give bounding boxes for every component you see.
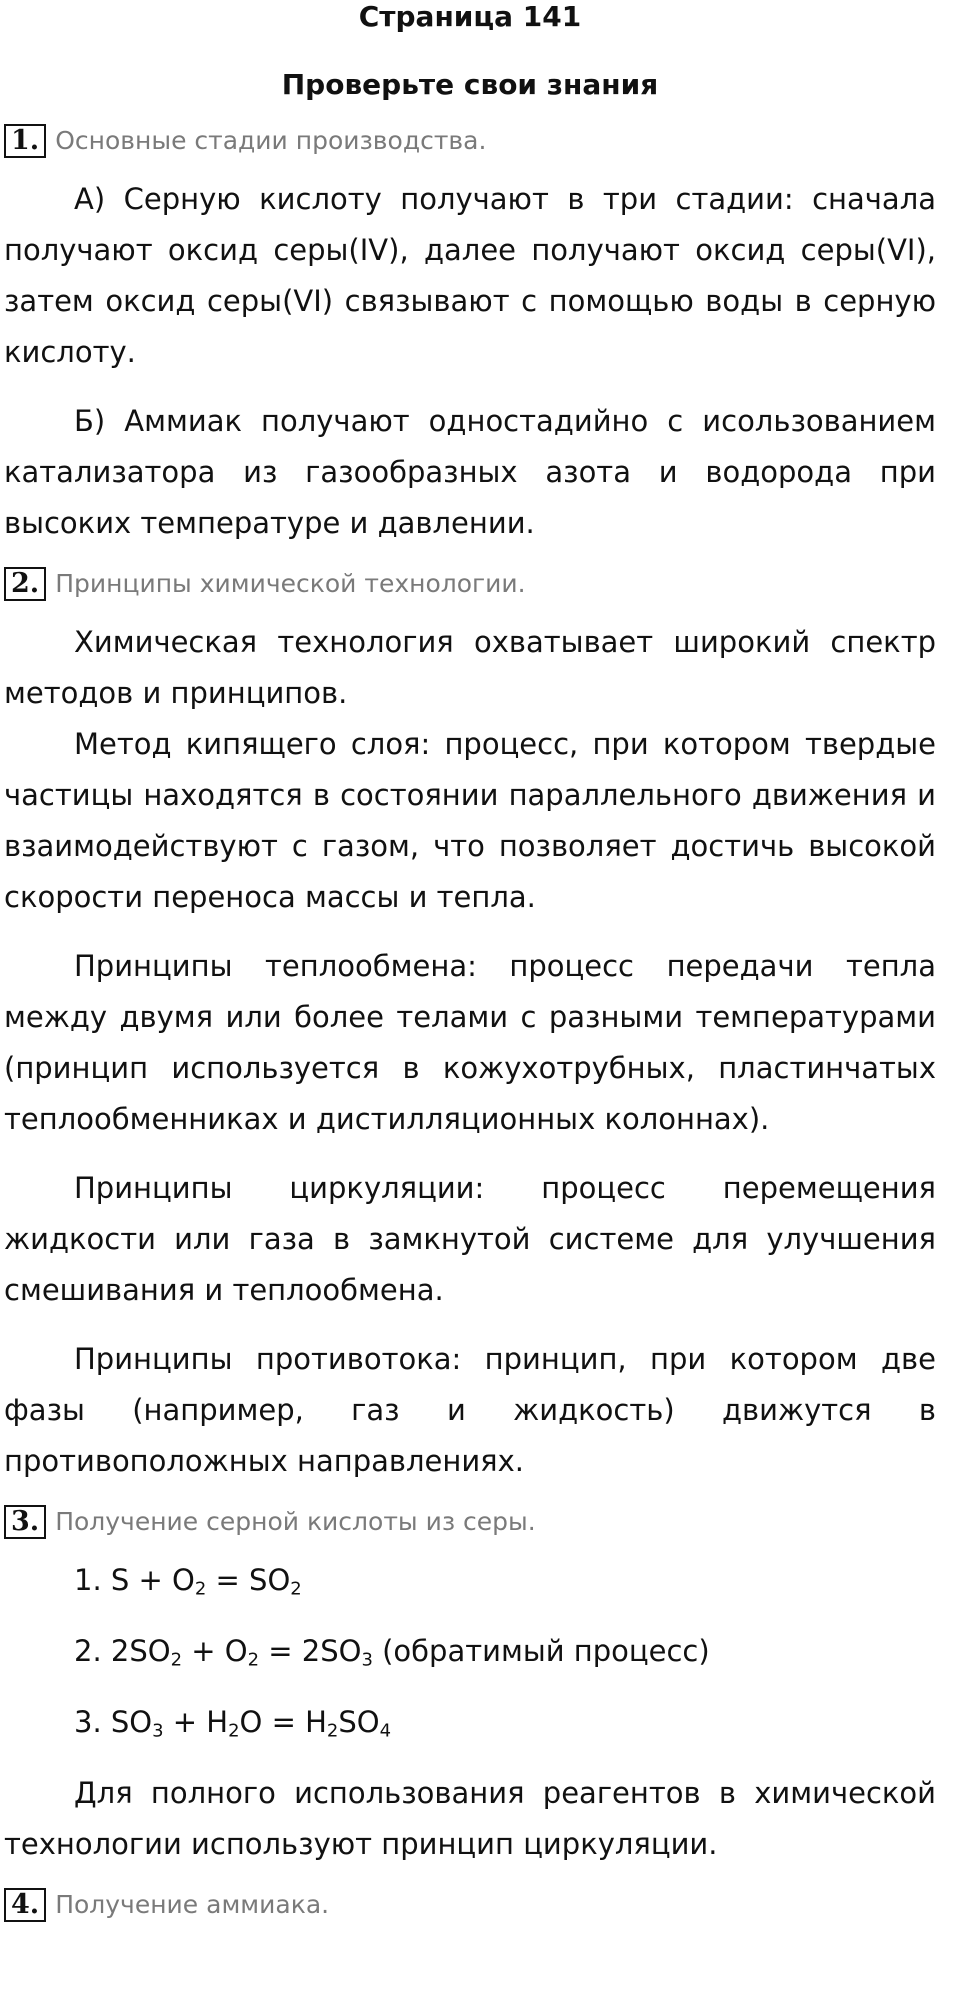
question-title: Основные стадии производства.: [55, 126, 487, 155]
question-number-box: 2.: [4, 567, 46, 601]
answer-paragraph: Принципы теплообмена: процесс передачи тепла между двумя или более телами с разными температурами (принцип используется в кожухотрубных, пластинчатых теплообменниках и дистилляционных колоннах).: [4, 949, 936, 1136]
answer-paragraph: Принципы противотока: принцип, при котором две фазы (например, газ и жидкость) движутся в противоположных направлениях.: [4, 1342, 936, 1478]
answer-paragraph: Для полного использования реагентов в химической технологии используют принцип циркуляции.: [4, 1776, 936, 1861]
answer-paragraph: Б) Аммиак получают одностадийно с исользованием катализатора из газообразных азота и водорода при высоких температуре и давлении.: [4, 404, 936, 540]
question-title: Принципы химической технологии.: [55, 569, 526, 598]
page-title: Страница 141: [358, 0, 582, 33]
question-2-header: [4, 567, 936, 601]
question-title: Получение серной кислоты из серы.: [55, 1507, 536, 1536]
answer-paragraph: Метод кипящего слоя: процесс, при котором твердые частицы находятся в состоянии параллельного движения и взаимодействуют с газом, что позволяет достичь высокой скорости переноса массы и тепла.: [4, 727, 936, 914]
equation-3: 3. $SO_3 + H_2O = H_2SO_4$: [74, 1705, 392, 1742]
question-number-box: 4.: [4, 1888, 46, 1922]
question-1-header: [4, 124, 936, 158]
question-title: Получение аммиака.: [55, 1890, 330, 1919]
equation-1: 1. $S + O_2 = SO_2$: [74, 1563, 302, 1600]
section-subtitle: Проверьте свои знания: [281, 68, 659, 101]
question-number-box: 3.: [4, 1505, 46, 1539]
answer-paragraph: Химическая технология охватывает широкий спектр методов и принципов.: [4, 625, 936, 710]
question-number-box: 1.: [4, 124, 46, 158]
equation-2: 2. $2SO_2 + O_2 = 2SO_3$ (обратимый процесс): [74, 1634, 710, 1671]
question-3-header: [4, 1505, 936, 1539]
answer-paragraph: А) Серную кислоту получают в три стадии: сначала получают оксид серы(IV), далее получают оксид серы(VI), затем оксид серы(VI) связывают с помощью воды в серную кислоту.: [4, 182, 936, 369]
answer-paragraph: Принципы циркуляции: процесс перемещения жидкости или газа в замкнутой системе для улучшения смешивания и теплообмена.: [4, 1171, 936, 1307]
question-4-header: [4, 1888, 936, 1922]
